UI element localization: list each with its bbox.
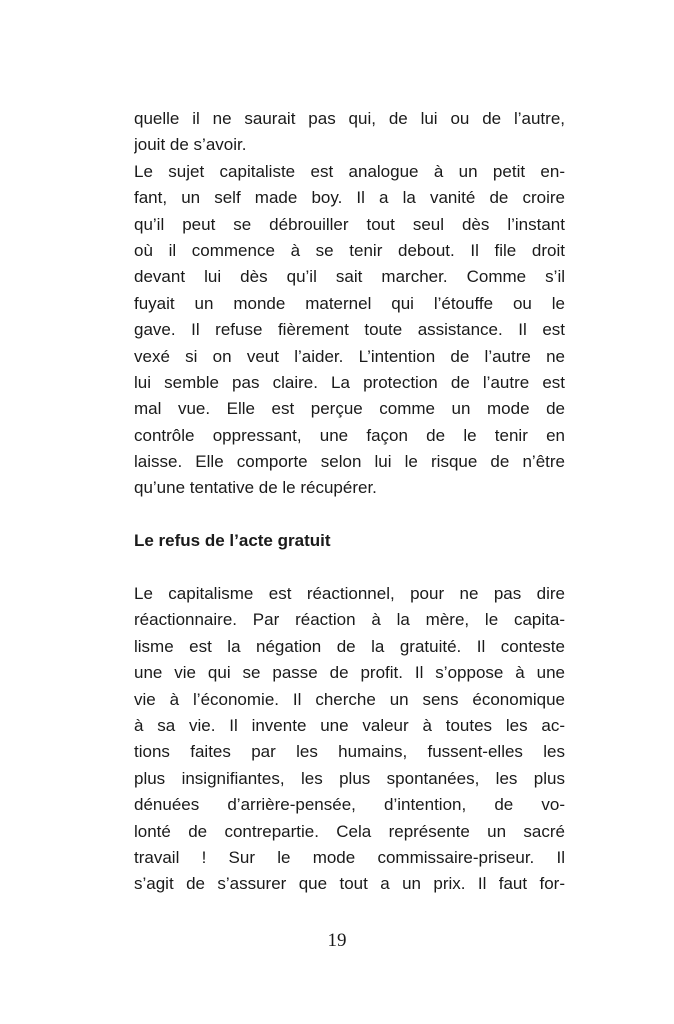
text-line: tions faites par les humains, fussent-elles les — [134, 742, 565, 762]
paragraph-reactionary-capitalism — [134, 581, 565, 898]
paragraph-spacer — [134, 555, 565, 581]
page-number: 19 — [327, 930, 347, 951]
text-line: qu’une tentative de le récupérer. — [134, 478, 377, 498]
text-line: lonté de contrepartie. Cela représente un sacré — [134, 821, 565, 841]
text-line: où il commence à se tenir debout. Il file droit — [134, 240, 565, 260]
text-line: réactionnaire. Par réaction à la mère, le capita- — [134, 610, 565, 630]
text-line: lui semble pas claire. La protection de l’autre est — [134, 372, 565, 392]
text-line: gave. Il refuse fièrement toute assistance. Il est — [134, 320, 565, 340]
book-page-body — [134, 106, 565, 898]
text-line: à sa vie. Il invente une valeur à toutes les ac- — [134, 715, 565, 735]
paragraph-capitalist-subject — [134, 159, 565, 502]
text-line: Le sujet capitaliste est analogue à un petit en- — [134, 161, 565, 181]
text-line: vie à l’économie. Il cherche un sens économique — [134, 689, 565, 709]
text-line: mal vue. Elle est perçue comme un mode de — [134, 399, 565, 419]
text-line: quelle il ne saurait pas qui, de lui ou de l’autre, — [134, 109, 565, 128]
text-line: travail ! Sur le mode commissaire-priseur. Il — [134, 847, 565, 867]
text-line: Le capitalisme est réactionnel, pour ne pas dire — [134, 584, 565, 604]
text-line: laisse. Elle comporte selon lui le risque de n’être — [134, 452, 565, 472]
section-heading: Le refus de l’acte gratuit — [134, 531, 331, 551]
text-line: dénuées d’arrière-pensée, d’intention, de vo- — [134, 795, 565, 815]
text-line: une vie qui se passe de profit. Il s’oppose à une — [134, 663, 565, 683]
paragraph-spacer — [134, 502, 565, 528]
paragraph-continuation — [134, 106, 565, 159]
text-line: s’agit de s’assurer que tout a un prix. Il faut for- — [134, 874, 565, 894]
text-line: qu’il peut se débrouiller tout seul dès l’instant — [134, 214, 565, 234]
text-line: jouit de s’avoir. — [134, 135, 247, 155]
text-line: lisme est la négation de la gratuité. Il conteste — [134, 636, 565, 656]
text-line: plus insignifiantes, les plus spontanées, les plus — [134, 768, 565, 788]
text-line: fuyait un monde maternel qui l’étouffe ou le — [134, 293, 565, 313]
text-line: fant, un self made boy. Il a la vanité de croire — [134, 188, 565, 208]
text-line: vexé si on veut l’aider. L’intention de l’autre ne — [134, 346, 565, 366]
text-line: contrôle oppressant, une façon de le tenir en — [134, 425, 565, 445]
text-line: devant lui dès qu’il sait marcher. Comme s’il — [134, 267, 565, 287]
